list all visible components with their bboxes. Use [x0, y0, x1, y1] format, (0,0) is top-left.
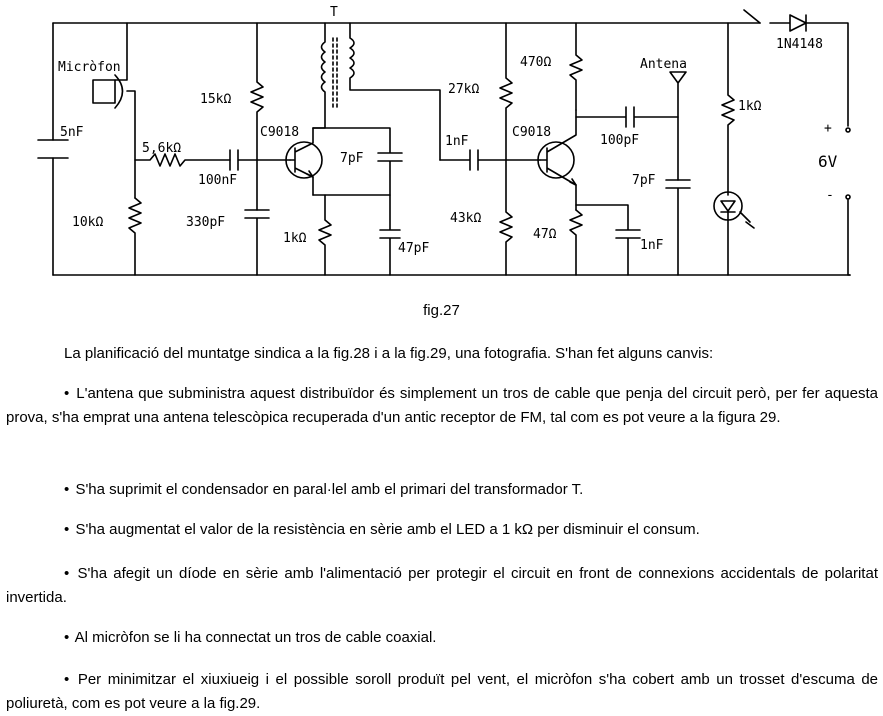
circuit-schematic: [0, 0, 883, 290]
intro-paragraph: La planificació del muntatge sindica a la fig.28 i a la fig.29, una fotografia. S'han fet alguns canvis:: [64, 345, 714, 362]
label-r-10k: 10kΩ: [72, 215, 104, 230]
label-c-7pf-2: 7pF: [632, 173, 656, 188]
label-r-1k-2: 1kΩ: [738, 99, 762, 114]
label-antenna: Antena: [640, 57, 687, 72]
label-c-330pf: 330pF: [186, 215, 226, 230]
bullet-item-2: • S'ha suprimit el condensador en paral·lel amb el primari del transformador T.: [64, 481, 584, 498]
label-r-15k: 15kΩ: [200, 92, 232, 107]
bullet-item-6: • Per minimitzar el xiuxiueig i el possible soroll produït pel vent, el micròfon s'ha cobert amb un trosset d'escuma de poliuretà, com es pot veure a la fig.29.: [6, 671, 879, 712]
label-r-5-6k: 5,6kΩ: [142, 141, 182, 156]
label-r-27k: 27kΩ: [448, 82, 480, 97]
bullet-item-3: • S'ha augmentat el valor de la resistència en sèrie amb el LED a 1 kΩ per disminuir el consum.: [64, 521, 700, 538]
label-c-1nf-1: 1nF: [445, 134, 469, 149]
bullet-item-5: • Al micròfon se li ha connectat un tros de cable coaxial.: [64, 629, 437, 646]
label-c-100pf: 100pF: [600, 133, 640, 148]
label-minus: -: [826, 188, 834, 203]
label-c-7pf-1: 7pF: [340, 151, 364, 166]
label-c-100nf: 100nF: [198, 173, 238, 188]
label-transformer: T: [330, 5, 338, 20]
figure-caption: fig.27: [423, 302, 460, 319]
label-diode: 1N4148: [776, 37, 823, 52]
label-q1: C9018: [260, 125, 300, 140]
label-q2: C9018: [512, 125, 552, 140]
bullet-item-4: • S'ha afegit un díode en sèrie amb l'alimentació per protegir el circuit en front de connexions accidentals de polaritat invertida.: [6, 565, 878, 606]
label-c-1nf-2: 1nF: [640, 238, 664, 253]
label-plus: +: [824, 121, 832, 136]
label-r-47: 47Ω: [533, 227, 557, 242]
label-r-43k: 43kΩ: [450, 211, 482, 226]
label-microphone: Micròfon: [58, 60, 121, 75]
label-c-5nf: 5nF: [60, 125, 84, 140]
label-r-470: 470Ω: [520, 55, 552, 70]
bullet-item-1: • L'antena que subministra aquest distribuïdor és simplement un tros de cable que penja del circuit però, per fer aquesta prova, s'ha emprat una antena telescòpica recuperada d'un antic receptor de FM, tal com es pot veure a la figura 29.: [6, 385, 878, 426]
label-r-1k-1: 1kΩ: [283, 231, 307, 246]
label-voltage: 6V: [818, 152, 838, 171]
label-c-47pf: 47pF: [398, 241, 430, 256]
